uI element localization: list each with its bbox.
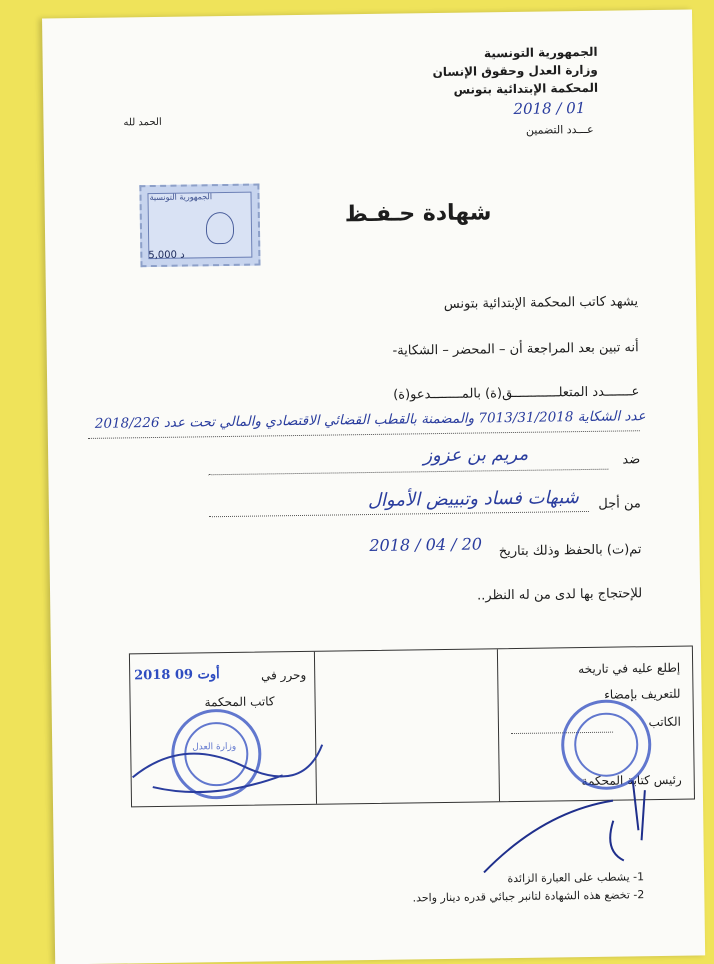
complaint-reference: عدد الشكاية 7013/31/2018 والمضمنة بالقطب القضائي الاقتصادي والمالي تحت عدد 2018/226 [94,408,646,432]
body-closing-line: للإحتجاج بها لدى من له النظر.. [477,586,643,604]
body-line-3: عـــــــدد المتعلــــــــــــق(ة) بالمــــــــدعو(ة) [393,384,640,403]
body-line-1: يشهد كاتب المحكمة الإبتدائية بتونس [443,294,639,312]
page-title: شهادة حـفـظ [344,200,492,228]
header-line-1: الجمهورية التونسية [483,44,598,61]
header-line-2: وزارة العدل وحقوق الإنسان [432,62,598,80]
clerk-signature-icon [122,704,343,807]
filed-date-label: تم(ت) بالحفظ وذلك بتاريخ [498,542,642,560]
footnote-2: 2- تخضع هذه الشهادة لتانبر جبائي قدره دينار واحد. [412,888,645,905]
filed-date: 2018 / 04 / 20 [369,534,483,556]
certificate-number: 2018 / 01 [513,98,586,118]
chief-signature-icon [463,770,665,886]
footnote-1: 1- يشطب على العبارة الزائدة [507,870,645,886]
certificate-page [42,9,705,964]
dotted-line [88,430,640,439]
number-label: عـــدد التضمين [525,122,594,137]
fiscal-stamp-header: الجمهورية التونسية [149,192,213,203]
reason-label: من أجل [598,496,641,512]
defendant-name: مريم بن عزوز [423,443,529,467]
reviewed-label: إطلع عليه في تاريخه [578,660,681,677]
clerk-label: الكاتب [648,714,682,730]
coat-of-arms-icon [206,212,234,244]
drafted-date: 2018 أوت 09 [134,667,220,684]
drafted-label: وحرر في [260,667,307,683]
charge-text: شبهات فساد وتبييض الأموال [367,487,579,512]
basmala-text: الحمد لله [123,116,162,129]
dotted-line [209,511,589,517]
registry-chief-label: رئيس كتابة المحكمة [581,772,682,789]
against-label: ضد [622,452,641,468]
body-line-2: أنه تبين بعد المراجعة أن – المحضر – الشكاية- [392,340,639,359]
fiscal-stamp-value: د 5,000 [148,249,185,262]
fiscal-stamp [139,184,260,268]
dotted-line [208,469,608,476]
header-line-3: المحكمة الإبتدائية بتونس [453,80,599,97]
signature-verification-label: للتعريف بإمضاء [604,686,681,702]
court-clerk-label: كاتب المحكمة [204,694,275,710]
seal-label: وزارة العدل [192,741,237,753]
